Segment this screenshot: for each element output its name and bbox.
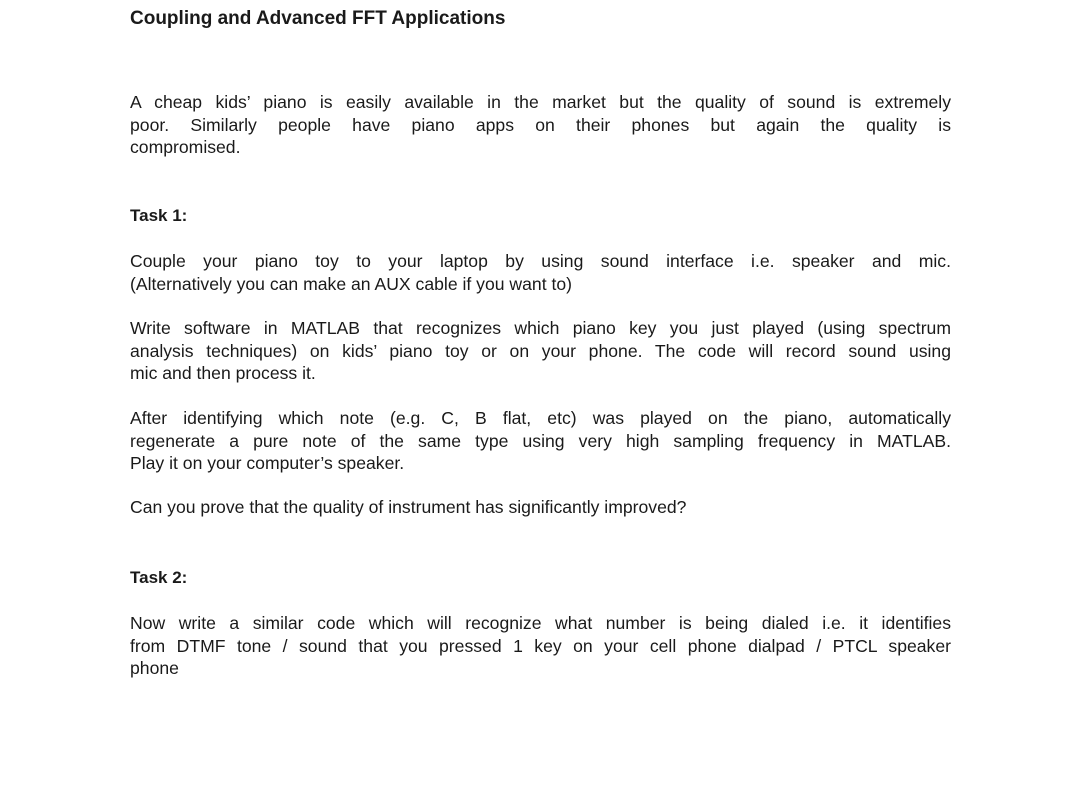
task1-p3-line-2: regenerate a pure note of the same type using very high sampling frequency in MATLAB.	[130, 430, 951, 451]
task1-p3-line-3: Play it on your computer’s speaker.	[130, 453, 405, 473]
task2-heading: Task 2:	[130, 568, 188, 587]
intro-line-1: A cheap kids’ piano is easily available in the market but the quality of sound is extremely	[130, 92, 951, 112]
task1-paragraph-2	[130, 317, 951, 385]
task2-p1-line-3: phone	[130, 658, 179, 678]
task1-paragraph-3	[130, 407, 951, 475]
task1-question: Can you prove that the quality of instrument has significantly improved?	[130, 497, 687, 517]
task2-paragraph-1	[130, 612, 951, 680]
task1-p2-line-3: mic and then process it.	[130, 363, 316, 383]
task1-p2-line-2: analysis techniques) on kids’ piano toy or on your phone. The code will record sound using	[130, 340, 951, 361]
intro-paragraph	[130, 91, 951, 159]
intro-line-3: compromised.	[130, 137, 241, 157]
task1-p1-line-1: Couple your piano toy to your laptop by using sound interface i.e. speaker and mic.	[130, 251, 951, 271]
task1-p1-line-2: (Alternatively you can make an AUX cable if you want to)	[130, 273, 573, 294]
document-title: Coupling and Advanced FFT Applications	[130, 8, 506, 29]
task1-p2-line-1: Write software in MATLAB that recognizes which piano key you just played (using spectrum	[130, 318, 951, 338]
task1-heading: Task 1:	[130, 206, 188, 225]
intro-line-2: poor. Similarly people have piano apps on their phones but again the quality is	[130, 114, 951, 135]
task1-paragraph-1	[130, 250, 951, 295]
task2-p1-line-1: Now write a similar code which will recognize what number is being dialed i.e. it identifies	[130, 613, 951, 633]
task1-p3-line-1: After identifying which note (e.g. C, B flat, etc) was played on the piano, automatically	[130, 408, 951, 428]
task2-p1-line-2: from DTMF tone / sound that you pressed 1 key on your cell phone dialpad / PTCL speaker	[130, 635, 951, 656]
